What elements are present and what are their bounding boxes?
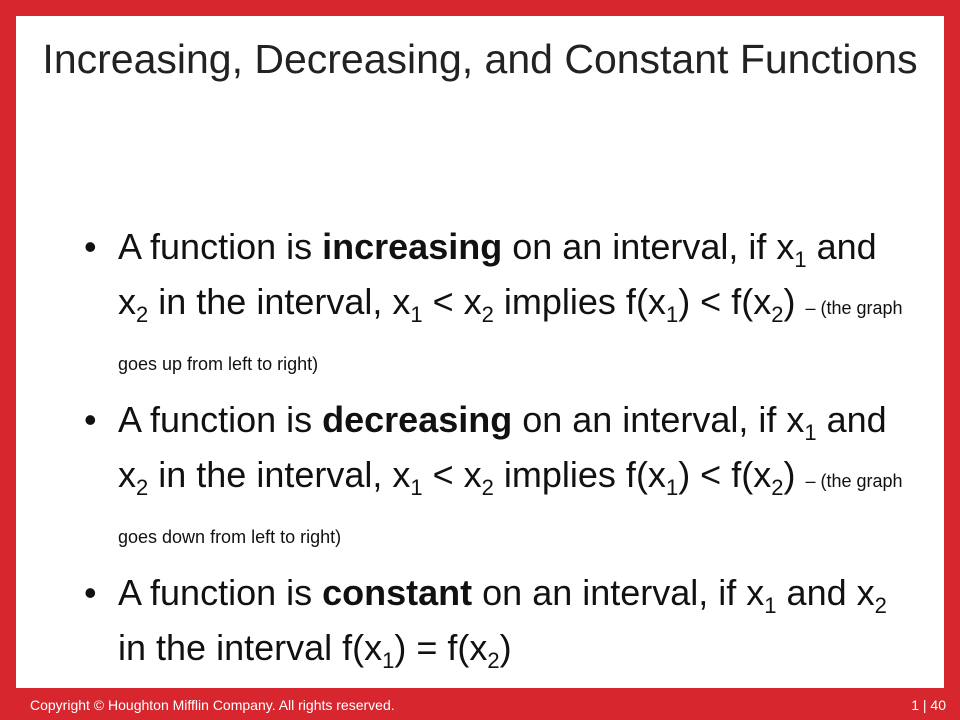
bullet-text: ) = f(x	[394, 627, 488, 668]
bullet-text: A function is	[118, 399, 323, 440]
term-constant: constant	[322, 572, 473, 613]
bullet-marker: •	[84, 226, 97, 267]
bullet-marker: •	[84, 572, 97, 613]
subscript: 1	[794, 247, 807, 272]
term-increasing: increasing	[322, 226, 503, 267]
subscript: 1	[665, 302, 679, 327]
bullet-constant	[84, 568, 914, 678]
subscript: 1	[665, 475, 679, 500]
bullet-text: < x	[422, 281, 482, 322]
term-decreasing: decreasing	[322, 399, 513, 440]
subscript: 2	[481, 302, 494, 327]
subscript: 2	[136, 302, 149, 327]
bullet-text: in the interval f(x	[118, 627, 383, 668]
bullet-marker: •	[84, 399, 97, 440]
subscript: 1	[764, 593, 777, 618]
bullet-text: in the interval, x	[148, 454, 411, 495]
bullet-note: – (the graph goes up from left to right)	[118, 298, 903, 374]
subscript: 1	[410, 475, 423, 500]
bullet-decreasing	[84, 395, 914, 562]
bullet-list	[84, 222, 914, 684]
bullet-increasing	[84, 222, 914, 389]
slide-footer	[0, 692, 960, 720]
bullet-text: A function is	[118, 226, 323, 267]
subscript: 1	[382, 648, 395, 673]
bullet-text: implies f(x	[493, 454, 666, 495]
slide-canvas	[16, 16, 944, 688]
page-number: 1 | 40	[911, 697, 946, 713]
subscript: 2	[136, 475, 149, 500]
subscript: 2	[771, 302, 784, 327]
bullet-text: ) < f(x	[678, 454, 772, 495]
subscript: 1	[410, 302, 423, 327]
bullet-text: on an interval, if x	[502, 226, 795, 267]
bullet-text: and x	[118, 399, 887, 495]
bullet-text: on an interval, if x	[512, 399, 805, 440]
bullet-text: )	[499, 627, 512, 668]
slide-title: Increasing, Decreasing, and Constant Functions	[42, 36, 918, 82]
subscript: 2	[771, 475, 784, 500]
bullet-text: implies f(x	[493, 281, 666, 322]
subscript: 2	[481, 475, 494, 500]
copyright-text: Copyright © Houghton Mifflin Company. All rights reserved.	[30, 697, 395, 713]
subscript: 2	[487, 648, 500, 673]
bullet-text: on an interval, if x	[472, 572, 765, 613]
bullet-text: A function is	[118, 572, 323, 613]
bullet-text: and x	[118, 226, 877, 322]
bullet-text: )	[783, 281, 806, 322]
subscript: 2	[874, 593, 887, 618]
bullet-text: in the interval, x	[148, 281, 411, 322]
bullet-text: )	[783, 454, 806, 495]
bullet-note: – (the graph goes down from left to right)	[118, 471, 903, 547]
bullet-text: and x	[776, 572, 875, 613]
bullet-text: ) < f(x	[678, 281, 772, 322]
bullet-text: < x	[422, 454, 482, 495]
subscript: 1	[804, 420, 817, 445]
